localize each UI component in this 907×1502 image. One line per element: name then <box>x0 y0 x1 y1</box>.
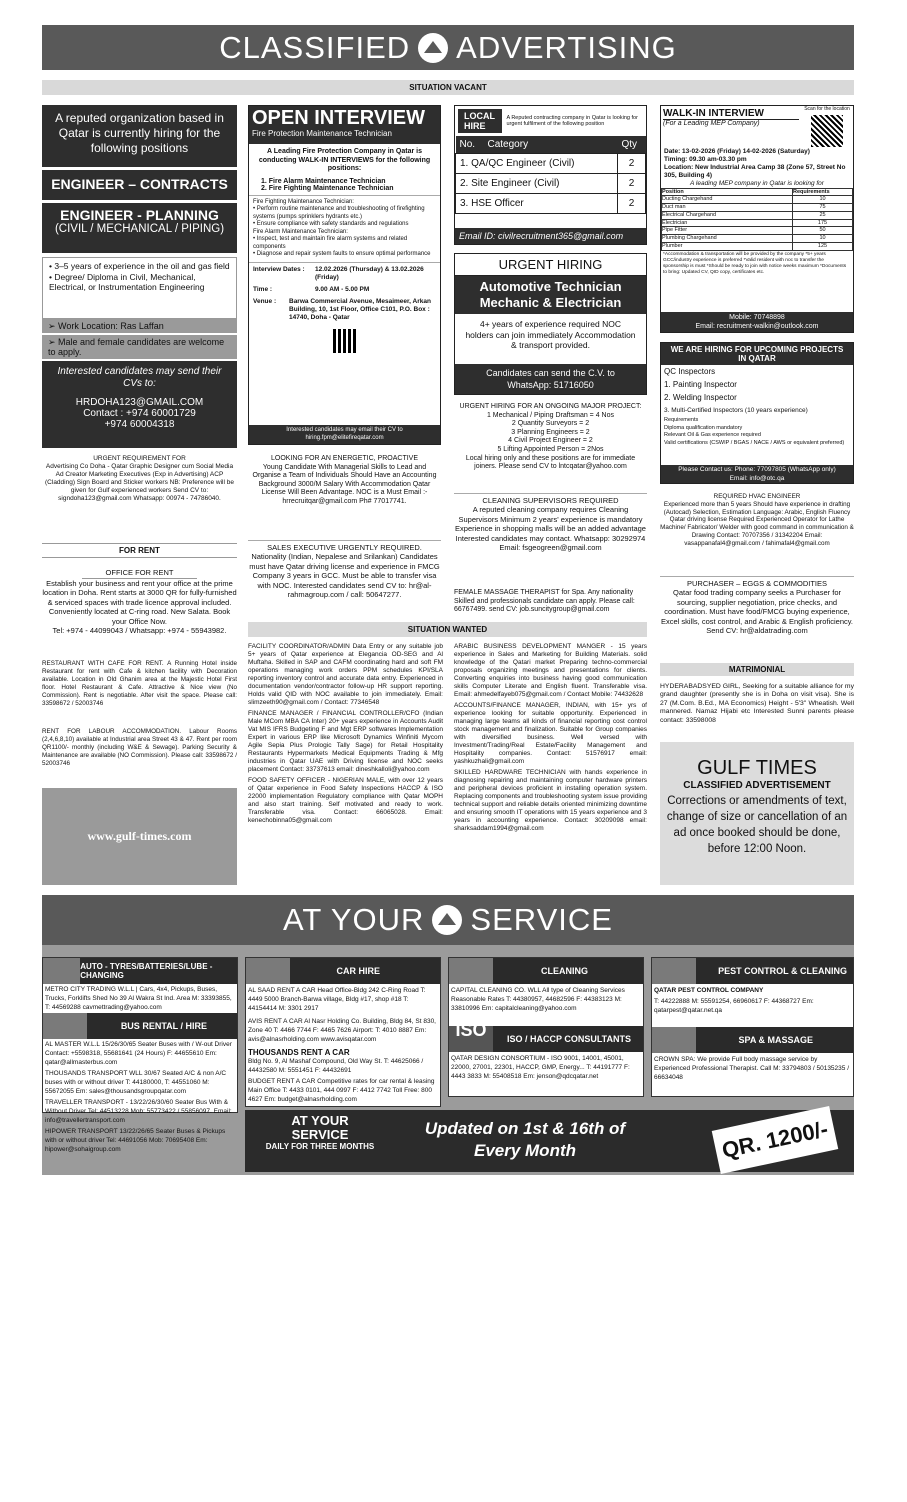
matrimonial-header: MATRIMONIAL <box>660 663 854 676</box>
svc-car-hire <box>245 957 441 1107</box>
svc-car3b: Bldg No. 9, Al Mashaf Compound, Old Way St. T: 44625066 / 44432580 M: 5551451 F: 44432691 <box>248 1058 424 1074</box>
ad4-title: URGENT HIRING <box>455 254 646 276</box>
table-row <box>662 219 853 227</box>
svc-car4b: Main Office T: 4433 0101, 444 0997 F: 4412 7742 Toll Free: 800 4627 Em: budget@alnasrholding.com <box>248 1087 432 1103</box>
svc-auto-bus <box>42 957 238 1153</box>
table-row <box>662 204 853 212</box>
svc-pest-title: PEST CONTROL & CLEANING <box>718 965 847 976</box>
cell: 175 <box>793 219 853 227</box>
ad6-l1: 1. Painting Inspector <box>664 380 737 389</box>
svc-car2: AVIS RENT A CAR Al Nasr Holding Co. Building, Bldg 84, St 830, Zone 40 T: 4466 7744 F: 4465 7626 Airport: T: 4010 8887 Em: avis@alnasrholding.com www.avisqatar.com <box>248 1018 436 1043</box>
ad2-footer: Interested candidates may email their CV to hiring.fpm@elitefireqatar.com <box>249 425 440 444</box>
ad3-table <box>455 136 646 214</box>
ad-matrimonial: HYDERABADSYED GIRL, Seeking for a suitable alliance for my grand daughter (presently she is in Doha on visit visa). She is 27 (M.Com. B.Ed., MA Economics) Height - 5'3" Wheatish. Well mannered. Namaz Hijabi etc Interested Sunni parents please contact: 33598008 <box>660 683 854 724</box>
car-icon <box>43 958 80 984</box>
spa-icon <box>652 1027 696 1053</box>
wanted-right-col <box>454 643 647 833</box>
ad2-date-label: Interview Dates : <box>253 265 305 273</box>
cell: HSE Officer <box>471 198 524 209</box>
cell: 50 <box>793 227 853 235</box>
wanted-ad: FOOD SAFETY OFFICER - NIGERIAN MALE, with over 12 years of Qatar experience in Food Safety Inspections HACCP & ISO 22000 implementation Regulatory compliance with Qatar MOPH and also start training. Self motivated and ready to work. Transferable visa. Contact: 66065028. Email: kenechobinna05@gmail.com <box>248 777 443 824</box>
ad2-pos1: 1. Fire Alarm Maintenance Technician <box>261 177 386 185</box>
ad2-pos2: 2. Fire Fighting Maintenance Technician <box>261 184 394 192</box>
ad1-email[interactable]: HRDOHA123@GMAIL.COM <box>75 397 204 408</box>
c1-b2c: Tel: +974 - 44099043 / Whatsapp: +974 - 55943982. <box>52 626 227 635</box>
c3-line: 3 Planning Engineers = 2 <box>511 428 590 436</box>
cell: 2 <box>618 174 646 194</box>
ad-restaurant-rent: RESTAURANT WITH CAFE FOR RENT. A Running Hotel inside Restaurant for rent with Cafe & kitchen facility with Decoration available. Location in Old Ghanim area at the Majestic Hotel First floor. Hotel Restaurant & Cafe. Attractive & Nice view (No Commission). Rent is negotiable. After visit the space. Please call: 33598672 / 52003746 <box>42 660 237 707</box>
cell: Plumber <box>662 243 793 251</box>
dhow-logo-icon <box>418 33 448 63</box>
svc-car3: THOUSANDS RENT A CAR <box>248 1048 350 1057</box>
ad4-line2: Mechanic & Electrician <box>479 295 622 310</box>
wanted-ad: SKILLED HARDWARE TECHNICIAN with hands experience in diagnosing repairing and maintaining computer hardware printers and peripheral devices proficient in installing operation system. Replacing components and troubleshooting system issue providing technical support and reliable details oriented minimizing downtime and ensuring smooth IT operations with 15 years experience and 3 years in accounting experience. Contact: 30209098 email: sharksaddam1994@gmail.com <box>454 769 647 832</box>
c3-line: 2 Quantity Surveyors = 2 <box>511 420 590 428</box>
ad-purchaser <box>660 576 854 635</box>
ad6-req: Requirements <box>664 417 699 423</box>
ad5-title: WALK-IN INTERVIEW <box>663 108 799 120</box>
ad1-cta: Interested candidates may send their CVs to: <box>57 366 222 389</box>
cell: 2 <box>618 154 646 174</box>
ad2-venue-label: Venue : <box>253 297 277 305</box>
c1-t2: OFFICE FOR RENT <box>82 568 197 579</box>
ad6-r2: Relevant Oil & Gas experience required <box>664 432 761 438</box>
promo-ays1: AT YOUR <box>291 1113 349 1128</box>
for-rent-header: FOR RENT <box>42 543 237 558</box>
iso-logo-icon: ISO <box>449 1026 493 1052</box>
ad2-ff2: • Ensure compliance with safety standards and regulations <box>253 221 409 227</box>
c4-b1: Experienced more than 5 years Should have experience in drafting (Autocad) Selection, Estimation Language: Arabic, English Fluency Qatar driving license Required Experienced Operator for Lathe Machine/ Fabricator/ Welder with good command in communication & Drawing Contact: 70707356 / 31342204 Email: vasappanafal4@gmail.com / fahimafal4@gmail.com <box>660 500 854 547</box>
ad4-line1: Automotive Technician <box>479 279 622 294</box>
ad5-scan: Scan for the location <box>804 106 850 112</box>
c2-b2: Nationality (Indian, Nepalese and Srilankan) Candidates must have Qatar driving license and experience in FMCG Company 3 years in GCC. Must be able to transfer visa with NOC. Interested candidates send CV to: hr@al-rahmagroup.com / call: 50647277. <box>249 552 440 600</box>
c1-b2: Establish your business and rent your office at the prime location in Doha. Rent starts at 3000 QR for fully-furnished & serviced spaces with trade licence approval included. Conveniently located at C-ring road. New Salata. Book your Office Now. <box>42 578 237 626</box>
table-row <box>662 235 853 243</box>
ad-sales-executive <box>248 540 441 599</box>
svc-clean-title: CLEANING <box>541 965 588 976</box>
svc-pest-spa <box>651 957 854 1097</box>
c4-t2: PURCHASER – EGGS & COMMODITIES <box>686 579 828 588</box>
cell: 1. <box>460 158 469 169</box>
cell: 25 <box>793 211 853 219</box>
ad2-fa: Fire Alarm Maintenance Technician: <box>253 228 348 235</box>
ad5-th2: Requirements <box>793 188 853 196</box>
car-icon <box>246 958 290 984</box>
ad5-look: A leading MEP company in Qatar is looking for <box>690 179 824 187</box>
svc-car4: BUDGET RENT A CAR Competitive rates for car rental & leasing <box>248 1078 435 1085</box>
ad-energetic-candidate <box>248 455 441 507</box>
ad1-pos2: ENGINEER - PLANNING <box>60 207 219 223</box>
ad2-time-label: Time : <box>253 285 273 293</box>
svc-iso-title: ISO / HACCP CONSULTANTS <box>506 1033 631 1044</box>
ad2-sub: Fire Protection Maintenance Technician <box>252 129 392 138</box>
ad3-email[interactable]: Email ID: civilrecruitment365@gmail.com <box>455 228 646 244</box>
ad-labour-rooms: RENT FOR LABOUR ACCOMMODATION. Labour Rooms (2,4,6,8,10) available at Industrial area Street 43 & 47. Rent per room QR1100/- monthly (including W&E & Sewage). Parking Security & Maintenance are available (NO Commission). Please call: 33598672 / 52003746 <box>42 728 237 767</box>
gt-body: Corrections or amendments of text, change of size or cancellation of an ad once booked should be done, before 12:00 Noon. <box>666 795 848 855</box>
ad2-time-value: 9.00 AM - 5.00 PM <box>315 285 370 293</box>
ad2-fa1: • Inspect, test and maintain fire alarm systems and related components <box>253 236 408 250</box>
ad-urgent-hiring-auto <box>454 253 647 395</box>
ad5-email[interactable]: Email: recruitment-walkin@outlook.com <box>695 323 819 330</box>
ad5-th1: Position <box>662 188 793 196</box>
ad1-pos1: ENGINEER – CONTRACTS <box>42 170 237 200</box>
table-row <box>456 174 646 194</box>
svc-auto1: METRO CITY TRADING W.L.L | Cars, 4x4, Pickups, Buses, Trucks, Forklifts Shed No 39 Al Wakra St Ind. Area M: 33393855, T: 44569288 cavmettrading@yahoo.com <box>45 986 232 1011</box>
ad6-l3: 3. Multi-Certified Inspectors (10 years experience) <box>664 407 808 414</box>
promo-updated: Updated on 1st & 16th of Every Month <box>424 1119 626 1160</box>
c3-b1: Local hiring only and these positions are for immediate joiners. Please send CV to lntcqatar@yahoo.com <box>465 454 636 471</box>
classified-header <box>42 25 854 70</box>
c4-t1: REQUIRED HVAC ENGINEER <box>713 493 801 500</box>
service-promo <box>245 1110 854 1172</box>
c2-t2: SALES EXECUTIVE URGENTLY REQUIRED. <box>267 543 422 552</box>
ad2-intro: A Leading Fire Protection Company in Qatar is conducting WALK-IN INTERVIEWS for the following positions: <box>258 148 431 172</box>
bus-icon <box>43 1013 87 1039</box>
ad5-date: Date: 13-02-2026 (Friday) 14-02-2026 (Saturday) <box>664 147 810 155</box>
gt-sub: CLASSIFIED ADVERTISEMENT <box>683 780 831 791</box>
wanted-ad: FINANCE MANAGER / FINANCIAL CONTROLLER/CFO (Indian Male MCom MBA CA Inter) 20+ years experience in Accounts Audit Vat MIS IFRS Budgeting F and Mgt ERP softwares Implementation Expert in various ERP like Microsoft Dynamics Winfiniti Mycom Agile Sepia Plus Prologic Tally Sage) for Retail Hospitality Restaurants Hypermarkets Medical Equipments Trading & Mfg industries in Qatar UAE with Driving license and NOC seeks placement Contact: 33737613 email: dineshkalloli@yahoo.com <box>248 710 443 773</box>
ad2-fa2: • Diagnose and repair system faults to ensure optimal performance <box>253 251 431 257</box>
ad3-badge: LOCAL HIRE <box>458 109 502 133</box>
wanted-ad: ACCOUNTS/FINANCE MANAGER, INDIAN, with 15+ yrs of experience looking for suitable opportunity. Experienced in managing large teams all kinds of financial reporting cost control stock management and finalization. Suitable for Group companies with diversified business. Well versed with Investment/Trading/Real Estate/Facility Management and Hospitality companies. Contact: 51576917 email: yashkuzhali@gmail.com <box>454 702 647 765</box>
svc-bus4: HIPOWER TRANSPORT 13/22/26/65 Seater Buses & Pickups with or without driver Tel: 44691056 Mob: 70695408 Em: hipower@sohaigroup.com <box>45 1128 226 1153</box>
table-row <box>662 196 853 204</box>
promo-ays2: SERVICE <box>291 1127 349 1142</box>
situation-wanted-bar: SITUATION WANTED <box>248 622 647 637</box>
svc-cleaning-iso <box>448 957 644 1097</box>
svc-spa-title: SPA & MASSAGE <box>738 1034 813 1045</box>
svc-car-title: CAR HIRE <box>336 965 380 976</box>
table-row <box>662 211 853 219</box>
cell: 125 <box>793 243 853 251</box>
ad1-intro: A reputed organization based in Qatar is currently hiring for the following positions <box>42 105 237 167</box>
ad2-title: OPEN INTERVIEW <box>252 107 425 129</box>
table-row <box>456 194 646 214</box>
ad1-contact1: Contact : +974 60001729 <box>83 408 196 419</box>
cleaning-icon <box>449 958 493 984</box>
ad1-req1: • 3–5 years of experience in the oil and gas field <box>49 261 230 271</box>
header-left: CLASSIFIED <box>219 29 411 65</box>
ad6-l2: 2. Welding Inspector <box>664 393 737 402</box>
ad-engineer-positions <box>42 105 237 445</box>
cell: Duct man <box>662 204 793 212</box>
cell: 2 <box>618 194 646 214</box>
ad2-ff1: • Perform routine maintenance and troubleshooting of firefighting systems (pumps sprinklers hydrants etc.) <box>253 206 425 220</box>
ad1-gender: ➢ Male and female candidates are welcome to apply. <box>42 335 237 359</box>
svc-pest1: QATAR PEST CONTROL COMPANY <box>654 987 764 994</box>
cell: 2. <box>460 178 469 189</box>
cell: QA/QC Engineer (Civil) <box>471 158 575 169</box>
ad3-h1: No. <box>459 139 476 150</box>
cell: Electrical Chargehand <box>662 211 793 219</box>
ad2-ff: Fire Fighting Maintenance Technician: <box>253 198 354 205</box>
dhow-logo-icon <box>432 905 462 935</box>
ad5-time: Timing: 09.30 am-03.30 pm <box>664 155 747 163</box>
c2-t1: LOOKING FOR AN ENERGETIC, PROACTIVE <box>270 455 419 462</box>
ad1-req2: • Degree/ Diploma in Civil, Mechanical, Electrical, or Instrumentation Engineering <box>49 271 205 292</box>
header-right: ADVERTISING <box>456 29 677 65</box>
cell: Ducting Chargehand <box>662 196 793 204</box>
ad-cleaning-supervisors <box>454 493 647 552</box>
ad-massage-therapist: FEMALE MASSAGE THERAPIST for Spa. Any nationality Skilled and professionals candidate can apply. Please call: 66767499. send CV: job.suncitygroup@gmail.com <box>454 589 635 614</box>
svc-bus3: TRAVELLER TRANSPORT - 13/22/26/30/60 Seater Bus With & Without Driver Tel: 44513228 Mob: 55773422 / 55856097. Email: info@travellertransport.com <box>45 1099 232 1124</box>
c3-t2: CLEANING SUPERVISORS REQUIRED <box>482 496 619 505</box>
ad6-contact: Please Contact us: Phone: 77097805 (WhatsApp only) <box>678 466 836 473</box>
ad-local-hire <box>454 105 647 245</box>
cell: Pipe Fitter <box>662 227 793 235</box>
cell: Electrician <box>662 219 793 227</box>
promo-ays3: DAILY FOR THREE MONTHS <box>265 1142 375 1151</box>
c3-line: 4 Civil Project Engineer = 2 <box>508 437 593 445</box>
gt-title: GULF TIMES <box>697 757 817 779</box>
ad5-table <box>661 188 853 251</box>
c4-b2: Qatar food trading company seeks a Purchaser for sourcing, supplier negotiation, price checks, and coordination. Must have food/FMCG buying experience, Excel skills, cost control, and Arabic & English proficiency. Send CV: hr@aldatrading.com <box>660 588 854 636</box>
gulf-times-notice <box>660 742 854 885</box>
cell: Plumbing Chargehand <box>662 235 793 243</box>
svc-bus1: AL MASTER W.L.L 15/26/30/65 Seater Buses with / W-out Driver Contact: +5598318, 55681641 (24 Hours) F: 44655610 Em: qatar@allmasterbus.com <box>45 1041 232 1066</box>
ad-open-interview <box>248 105 441 445</box>
c3-t1: URGENT HIRING FOR AN ONGOING MAJOR PROJECT: <box>459 403 642 410</box>
c1-b1: Advertising Co Doha - Qatar Graphic Designer cum Social Media Ad Creator Marketing Executives (Exp in Advertising) ACP (Cladding) Sign Board and Sticker workers NB: Preference will be given for Gulf experienced workers Send CV to: signdoha123@gmail.com Whatsapp: 00974 - 74786040. <box>45 463 234 502</box>
wanted-ad: FACILITY COORDINATOR/ADMIN Data Entry or any suitable job 5+ years of Qatar experience at Elegancia OD-SEG and Al Muftaha. Skilled in SAP and CAFM coordinating hard and soft FM operations managing work orders PPM schedules KPI/SLA reporting inventory control and accurate data entry. Experienced in documentation vendor/contractor follow-up HR support reporting. Holds valid QID with NOC available to join immediately. Email: slimzeeth90@gmail.com / Contact: 77346548 <box>248 643 443 706</box>
ad-walk-in-mep <box>660 105 854 333</box>
ad-hvac-engineer <box>660 493 854 548</box>
ad6-r3: Valid certifications (CSWIP / BGAS / NACE / AWS or equivalent preferred) <box>664 439 845 446</box>
svc-spa1: CROWN SPA: We provide Full body massage service by Experienced Professional Therapist. Call M: 33794803 / 50135235 / 66634048 <box>654 1056 850 1081</box>
c2-b1: Young Candidate With Managerial Skills to Lead and Organise a Team of Individuals Should Have an Accounting Background 3000/M Salary With Accommodation Qatar License Will Been Advantage. NOC is a Must Email :- hrrecruitqar@gmail.com Ph# 77017741. <box>252 463 437 505</box>
svc-iso1: QATAR DESIGN CONSORTIUM - ISO 9001, 14001, 45001, 22000, 27001, 22301, HACCP, GMP, Energy... T: 44191777 F: 4443 3833 M: 55408518 Em: jenson@qdcqatar.net <box>451 1055 630 1080</box>
table-row <box>662 243 853 251</box>
service-right: SERVICE <box>470 902 613 937</box>
ad2-date-value: 12.02.2026 (Thursday) & 13.02.2026 (Friday) <box>315 265 424 281</box>
svc-bus2: THOUSANDS TRANSPORT WLL 30/67 Seated A/C & non A/C buses with or without driver T: 44180000, T: 44551060 M: 55672055 Em: sales@thousandsgroupqatar.com <box>45 1070 227 1095</box>
c3-line: 1 Mechanical / Piping Draftsman = 4 Nos <box>486 411 615 419</box>
c1-t1: URGENT REQUIREMENT FOR <box>93 455 186 462</box>
ad1-location: ➢ Work Location: Ras Laffan <box>42 319 237 333</box>
svc-car1: AL SAAD RENT A CAR Head Office-Bldg 242 C-Ring Road T: 4449 5000 Branch-Barwa village, Bldg #17, shop #18 T: 44154414 M: 3301 2917 <box>248 987 426 1012</box>
gulf-times-web-link[interactable]: www.gulf-times.com <box>42 788 237 885</box>
ad-office-for-rent <box>42 568 237 636</box>
ad-advertising-co <box>42 455 237 503</box>
cell: 75 <box>793 204 853 212</box>
ad5-mobile: Mobile: 70748898 <box>729 314 785 321</box>
promo-price: QR. 1200/- <box>712 1106 839 1174</box>
cell: 3. <box>460 198 469 209</box>
svc-bus-title: BUS RENTAL / HIRE <box>120 1020 207 1031</box>
table-row <box>662 227 853 235</box>
ad6-l0: QC Inspectors <box>664 367 716 376</box>
service-left: AT YOUR <box>283 902 425 937</box>
ad6-title: WE ARE HIRING FOR UPCOMING PROJECTS IN QATAR <box>661 343 853 365</box>
ad5-notes: *Accommodation & transportation will be provided by the company *5+ years GCC/industry experience is preferred *Valid resident with noc to transfer the sponsorship is must *Should be ready to join with notice weeks maximum *Documents to bring: Updated CV, QID copy, certificates etc. <box>663 251 847 275</box>
wanted-left-col <box>248 643 443 825</box>
wanted-ad: ARABIC BUSINESS DEVELOPMENT MANGER - 15 years experience in Sales and Marketing for Building Materials. solid knowledge of the Qatari market Preparing techno-commercial proposals organizing meetings and presentations for clients. Converting enquiries into business having good communication skills Computer Literate and English fluent. Transferable visa. Email: ahmedelfayeb075@gmail.com / Contact Mobile: 74432628 <box>454 643 647 698</box>
pest-control-icon <box>652 958 696 984</box>
qr-code-icon <box>811 115 843 147</box>
c3-b2: A reputed cleaning company requires Cleaning Supervisors Minimum 2 years' experience is mandatory Experience in shopping malls will be an added advantage Interested candidates may contact. Whatsapp: 30292974 Email: fsgeogreen@gmail.com <box>455 505 646 553</box>
ad4-body: 4+ years of experience required NOC holders can join immediately Accommodation & transport provided. <box>465 319 636 350</box>
svc-auto-title: AUTO - TYRES/BATTERIES/LUBE - CHANGING <box>80 962 213 980</box>
svc-pest1b: T: 44222888 M: 55591254, 66960617 F: 44368727 Em: qatarpest@qatar.net.qa <box>654 998 814 1014</box>
ad3-h3: Qty <box>621 139 638 150</box>
service-header <box>42 895 854 945</box>
ad-major-project <box>454 403 647 472</box>
cell: Site Engineer (Civil) <box>471 178 560 189</box>
situation-vacant-bar: SITUATION VACANT <box>42 80 854 95</box>
ad-qc-inspectors <box>660 342 854 484</box>
ad6-email[interactable]: Email: info@otc.qa <box>729 475 785 482</box>
ad6-r1: Diploma qualification mandatory <box>664 424 743 431</box>
c3-line: 5 Lifting Appointed Person = 2Nos <box>497 445 604 453</box>
ad5-location: Location: New Industrial Area Camp 38 (Zone 57, Street No 305, Building 4) <box>664 163 846 179</box>
ad5-sub: (For a Leading MEP Company) <box>663 120 760 127</box>
cell: 10 <box>793 235 853 243</box>
ad2-venue-value: Barwa Commercial Avenue, Mesaimeer, Arkan Building, 10, 1st Floor, Office C101, P.O. Box : 14740, Doha - Qatar <box>289 297 431 321</box>
ad3-h2: Category <box>487 139 529 150</box>
cell: 10 <box>793 196 853 204</box>
table-row <box>456 154 646 174</box>
svc-clean1: CAPITAL CLEANING CO. WLL All type of Cleaning Services Reasonable Rates T: 44380957, 44682596 F: 44383123 M: 33810996 Em: capitalcleaning@yahoo.com <box>451 987 625 1012</box>
ad3-intro: A Reputed contracting company in Qatar is looking for urgent fulfilment of the following position <box>506 114 638 127</box>
qr-code-icon <box>333 329 357 353</box>
ad4-cta: Candidates can send the C.V. to WhatsApp: 51716050 <box>455 364 646 394</box>
ad1-contact2: +974 60004318 <box>104 419 175 430</box>
ad1-pos2b: (CIVIL / MECHANICAL / PIPING) <box>54 223 225 235</box>
